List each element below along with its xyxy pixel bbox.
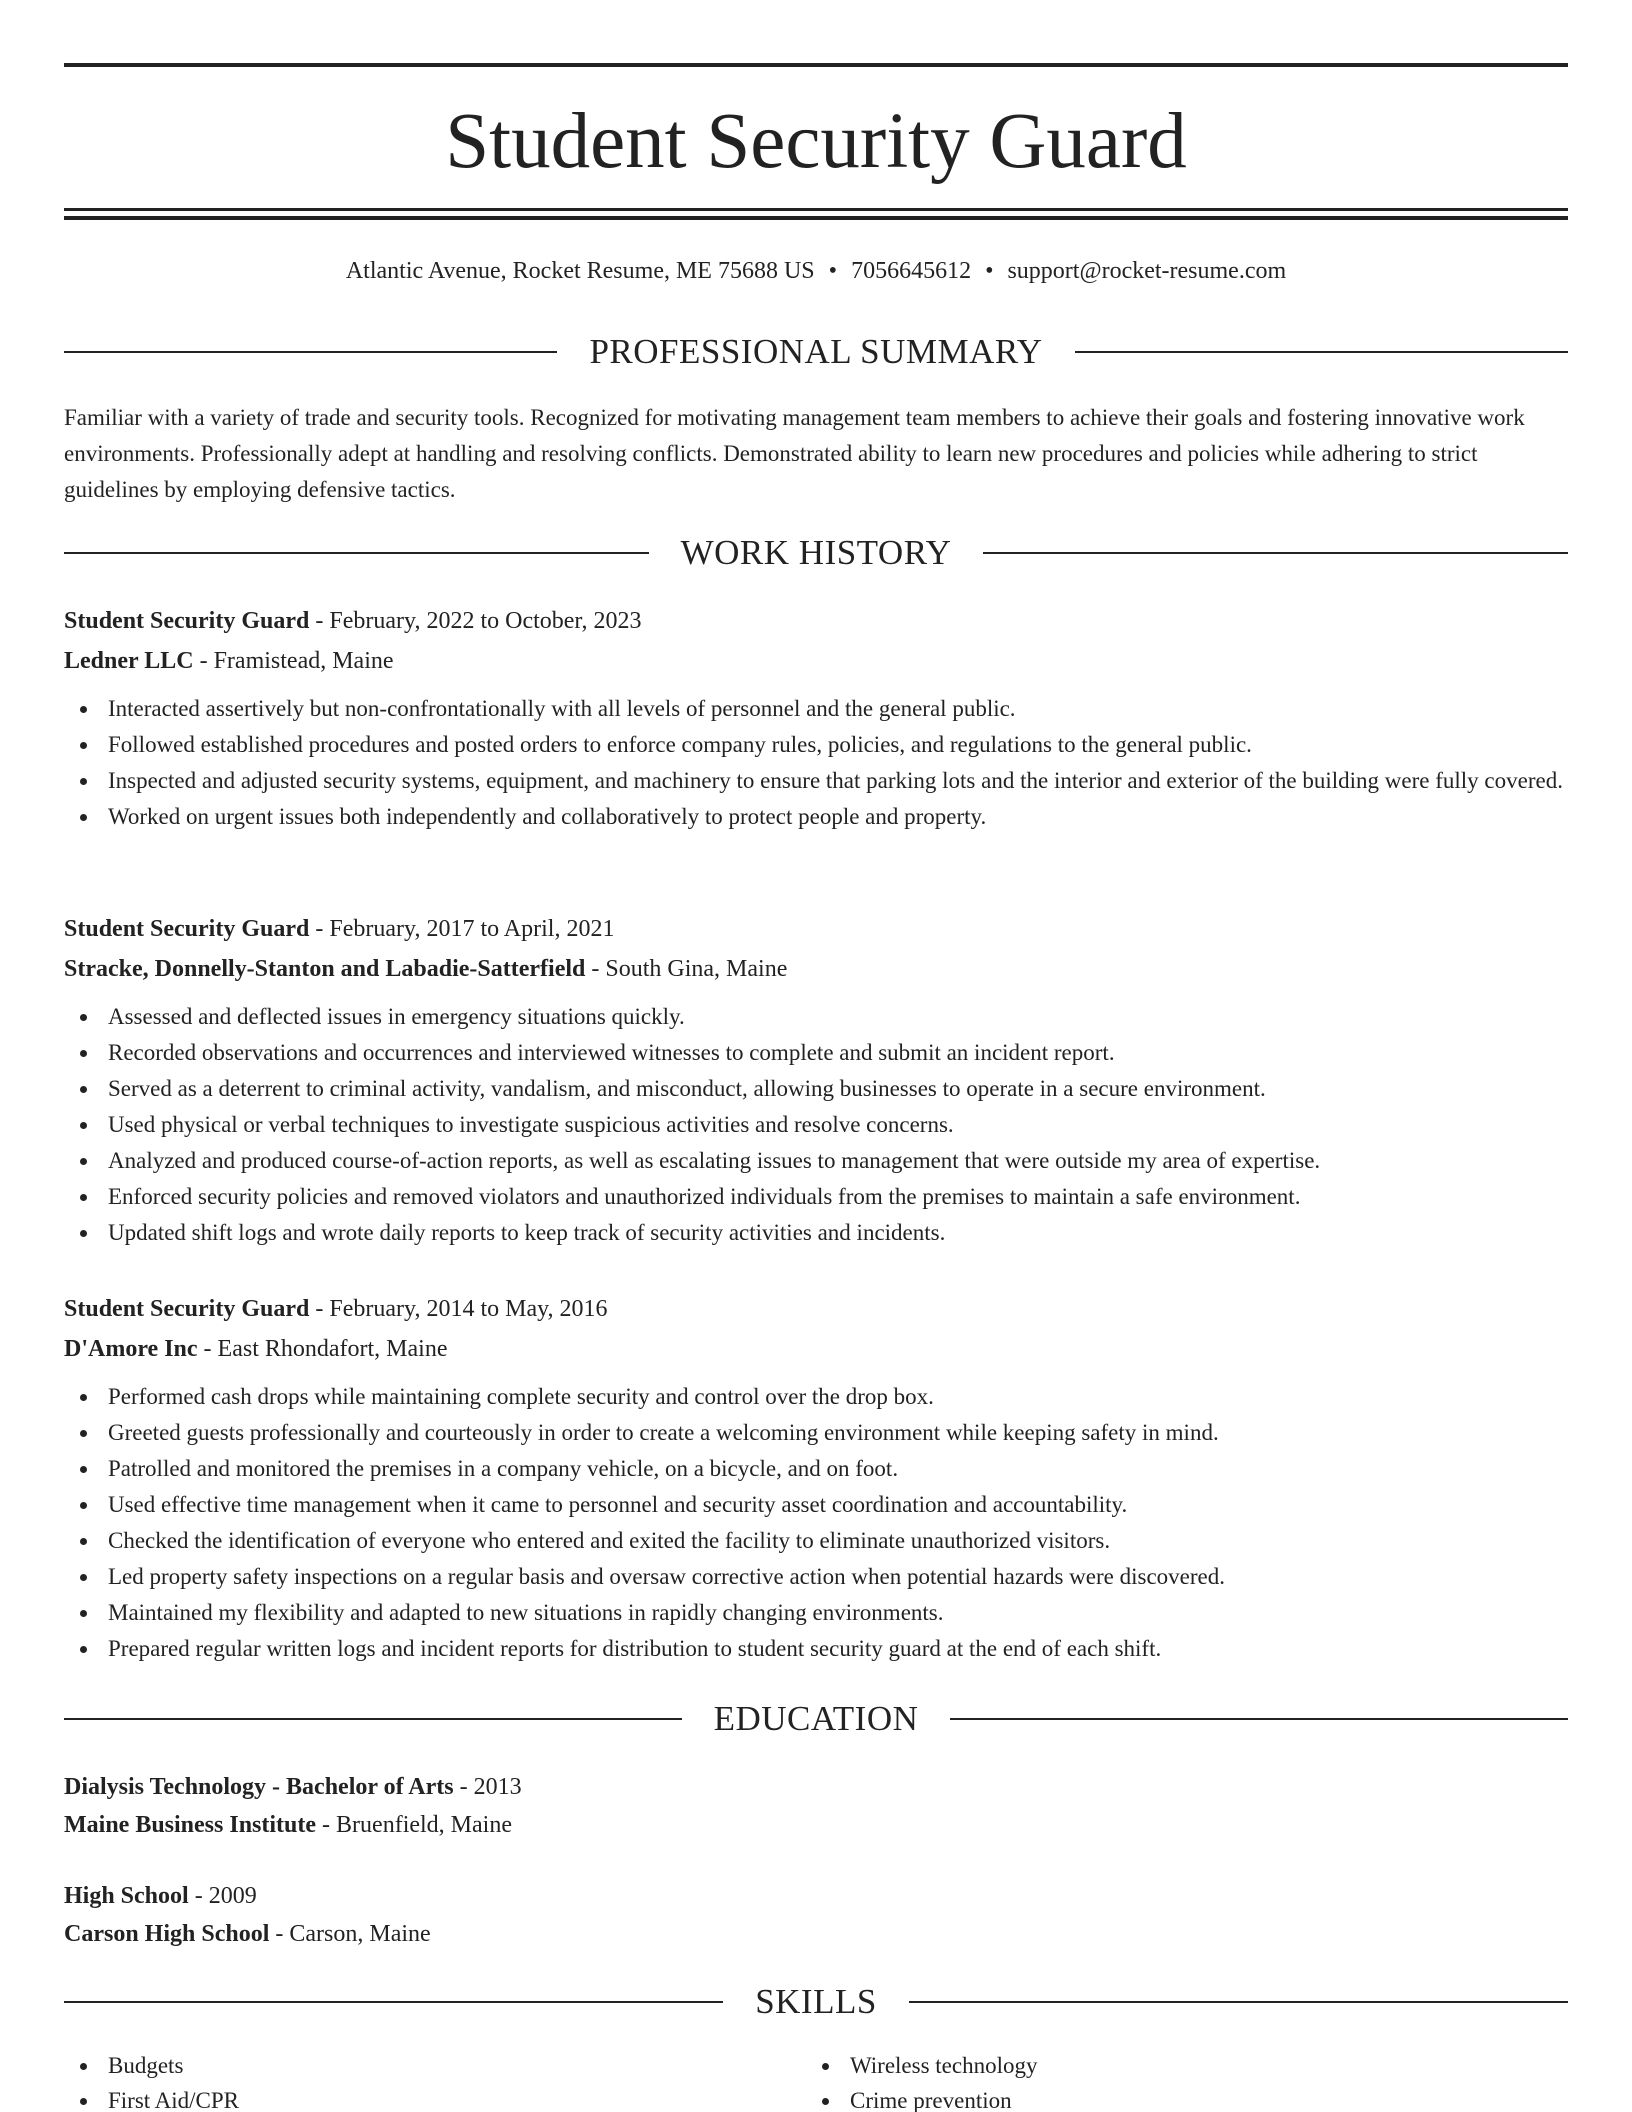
job-entry-2	[64, 909, 1568, 1251]
skills-column-right	[806, 2048, 1548, 2112]
job-dates: February, 2014 to May, 2016	[329, 1296, 608, 1322]
education-dash: -	[453, 1774, 474, 1800]
education-degree: Dialysis Technology - Bachelor of Arts	[64, 1774, 454, 1800]
skills-columns	[64, 2048, 1568, 2112]
contact-line	[64, 254, 1568, 288]
education-degree-line	[64, 1877, 1568, 1915]
job-title-line	[64, 601, 1568, 641]
job-dash: -	[197, 1336, 218, 1362]
section-title: PROFESSIONAL SUMMARY	[589, 332, 1043, 371]
job-role: Student Security Guard	[64, 1296, 310, 1322]
job-title-line	[64, 909, 1568, 949]
heading-rule-right	[1075, 351, 1568, 353]
job-role: Student Security Guard	[64, 608, 310, 634]
list-item: Assessed and deflected issues in emergency situations quickly.	[64, 999, 1568, 1035]
list-item: Interacted assertively but non-confrontationally with all levels of personnel and the general public.	[64, 691, 1568, 727]
list-item: Worked on urgent issues both independently and collaboratively to protect people and property.	[64, 799, 1568, 835]
education-school: Carson High School	[64, 1921, 270, 1947]
list-item: Crime prevention	[806, 2083, 1548, 2112]
job-dash: -	[309, 608, 330, 634]
job-company-line	[64, 949, 1568, 989]
job-company-line	[64, 641, 1568, 681]
summary-text: Familiar with a variety of trade and security tools. Recognized for motivating management team members to achieve their goals and fostering innovative work environments. Professionally adept at handling and resolving conflicts. Demonstrated ability to learn new procedures and policies while adhering to strict guidelines by employing defensive tactics.	[64, 405, 1525, 502]
contact-separator: •	[985, 258, 994, 284]
education-dash: -	[269, 1921, 290, 1947]
job-dates: February, 2017 to April, 2021	[329, 916, 615, 942]
list-item: Budgets	[64, 2048, 806, 2083]
list-item: Recorded observations and occurrences and interviewed witnesses to complete and submit an incident report.	[64, 1035, 1568, 1071]
job-location: Framistead, Maine	[213, 648, 394, 674]
job-role: Student Security Guard	[64, 916, 310, 942]
job-company: Stracke, Donnelly-Stanton and Labadie-Satterfield	[64, 956, 586, 982]
section-heading-skills	[64, 1980, 1568, 2024]
job-bullets	[64, 1379, 1568, 1667]
list-item: Led property safety inspections on a regular basis and oversaw corrective action when potential hazards were discovered.	[64, 1559, 1568, 1595]
list-item: Prepared regular written logs and incident reports for distribution to student security guard at the end of each shift.	[64, 1631, 1568, 1667]
job-location: East Rhondafort, Maine	[217, 1336, 448, 1362]
education-school-line	[64, 1915, 1568, 1953]
job-company: Ledner LLC	[64, 648, 194, 674]
heading-rule-right	[909, 2001, 1568, 2003]
list-item: Used physical or verbal techniques to investigate suspicious activities and resolve concerns.	[64, 1107, 1568, 1143]
job-company-line	[64, 1329, 1568, 1369]
job-bullets	[64, 691, 1568, 835]
header-double-rule-lower	[64, 216, 1568, 220]
job-dash: -	[309, 916, 330, 942]
education-entry-2	[64, 1877, 1568, 1953]
education-degree: High School	[64, 1883, 189, 1909]
heading-rule-left	[64, 351, 557, 353]
education-entry-1	[64, 1768, 1568, 1844]
list-item: Followed established procedures and posted orders to enforce company rules, policies, and regulations to the general public.	[64, 727, 1568, 763]
resume-page	[64, 0, 1568, 2112]
header-double-rule-upper	[64, 208, 1568, 211]
list-item: Inspected and adjusted security systems, equipment, and machinery to ensure that parking lots and the interior and exterior of the building were fully covered.	[64, 763, 1568, 799]
contact-separator: •	[828, 258, 838, 284]
list-item: Enforced security policies and removed violators and unauthorized individuals from the premises to maintain a safe environment.	[64, 1179, 1568, 1215]
section-title: EDUCATION	[713, 1699, 919, 1738]
heading-rule-right	[950, 1718, 1568, 1720]
education-location: Carson, Maine	[289, 1921, 431, 1947]
list-item: Updated shift logs and wrote daily reports to keep track of security activities and incidents.	[64, 1215, 1568, 1251]
heading-rule-right	[983, 552, 1568, 554]
job-company: D'Amore Inc	[64, 1336, 198, 1362]
job-title-line	[64, 1289, 1568, 1329]
list-item: Performed cash drops while maintaining complete security and control over the drop box.	[64, 1379, 1568, 1415]
section-heading-education	[64, 1697, 1568, 1741]
section-title: SKILLS	[755, 1982, 877, 2021]
list-item: Wireless technology	[806, 2048, 1548, 2083]
education-location: Bruenfield, Maine	[336, 1812, 512, 1838]
list-item: Served as a deterrent to criminal activity, vandalism, and misconduct, allowing businesses to operate in a secure environment.	[64, 1071, 1568, 1107]
job-dash: -	[309, 1296, 330, 1322]
job-entry-3	[64, 1289, 1568, 1667]
heading-rule-left	[64, 1718, 682, 1720]
education-dash: -	[188, 1883, 209, 1909]
skills-column-left	[64, 2048, 806, 2112]
job-dash: -	[193, 648, 214, 674]
education-degree-line	[64, 1768, 1568, 1806]
education-year: 2013	[473, 1774, 522, 1800]
section-title: WORK HISTORY	[680, 533, 952, 572]
job-bullets	[64, 999, 1568, 1251]
section-heading-work-history	[64, 531, 1568, 575]
list-item: Greeted guests professionally and courteously in order to create a welcoming environment while keeping safety in mind.	[64, 1415, 1568, 1451]
education-school: Maine Business Institute	[64, 1812, 317, 1838]
list-item: Maintained my flexibility and adapted to new situations in rapidly changing environments.	[64, 1595, 1568, 1631]
job-location: South Gina, Maine	[605, 956, 788, 982]
list-item: Checked the identification of everyone who entered and exited the facility to eliminate unauthorized visitors.	[64, 1523, 1568, 1559]
list-item: First Aid/CPR	[64, 2083, 806, 2112]
contact-email: support@rocket-resume.com	[1007, 258, 1287, 284]
list-item: Patrolled and monitored the premises in a company vehicle, on a bicycle, and on foot.	[64, 1451, 1568, 1487]
resume-name: Student Security Guard	[445, 98, 1187, 185]
heading-rule-left	[64, 2001, 723, 2003]
job-entry-1	[64, 601, 1568, 835]
contact-address: Atlantic Avenue, Rocket Resume, ME 75688 US	[345, 258, 815, 284]
list-item: Used effective time management when it came to personnel and security asset coordination and accountability.	[64, 1487, 1568, 1523]
heading-rule-left	[64, 552, 649, 554]
education-year: 2009	[208, 1883, 257, 1909]
section-heading-summary	[64, 330, 1568, 374]
header-top-rule	[64, 63, 1568, 67]
job-dash: -	[585, 956, 606, 982]
education-school-line	[64, 1806, 1568, 1844]
job-dates: February, 2022 to October, 2023	[329, 608, 642, 634]
contact-phone: 7056645612	[851, 258, 972, 284]
list-item: Analyzed and produced course-of-action reports, as well as escalating issues to management that were outside my area of expertise.	[64, 1143, 1568, 1179]
education-dash: -	[316, 1812, 337, 1838]
